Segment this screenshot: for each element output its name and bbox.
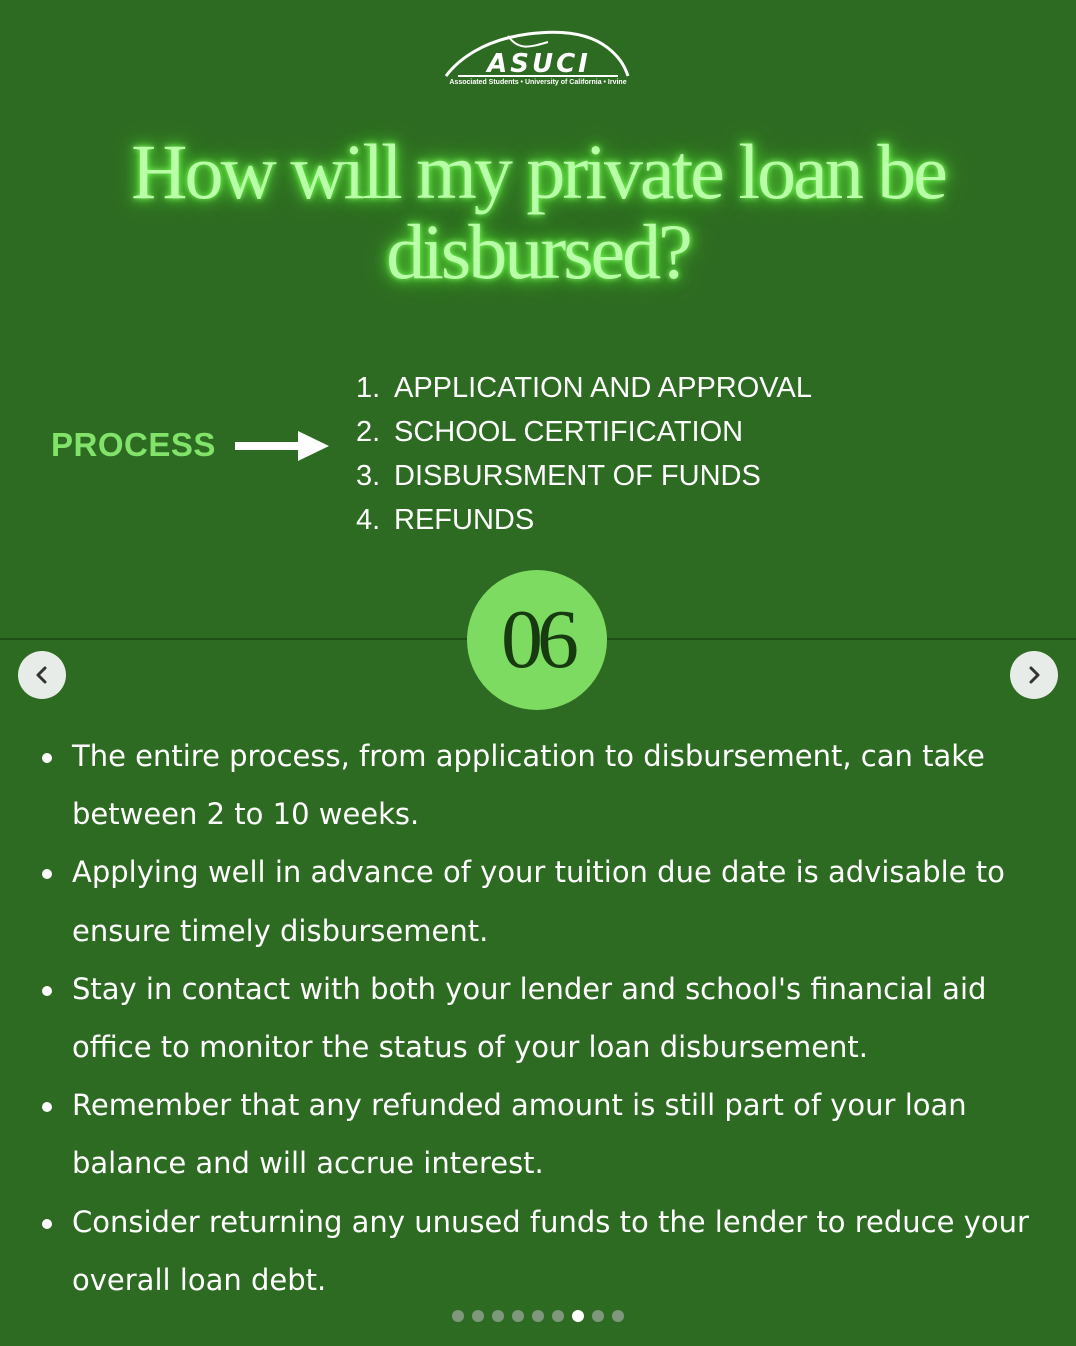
previous-slide-button[interactable] [18, 651, 66, 699]
page-title: How will my private loan be disbursed? [131, 128, 945, 295]
pagination-dot[interactable] [592, 1310, 604, 1322]
slide-number-badge: 06 [467, 570, 607, 710]
list-item [40, 1193, 1066, 1309]
pagination-dot-active[interactable] [572, 1310, 584, 1322]
pagination-dot[interactable] [452, 1310, 464, 1322]
pagination-dot[interactable] [472, 1310, 484, 1322]
list-item-text: The entire process, from application to disbursement, can take between 2 to 10 weeks. [72, 739, 985, 832]
list-item [40, 727, 1066, 843]
pagination-dot[interactable] [512, 1310, 524, 1322]
list-item-text: Consider returning any unused funds to the lender to reduce your overall loan debt. [72, 1204, 1029, 1297]
bullet-icon [42, 1102, 52, 1112]
process-step [356, 454, 812, 498]
list-item-text: Applying well in advance of your tuition due date is advisable to ensure timely disbursement. [72, 855, 1005, 948]
chevron-right-icon [1024, 665, 1044, 685]
process-step [356, 410, 812, 454]
carousel-pagination [452, 1310, 624, 1322]
list-item [40, 1076, 1066, 1192]
step-text: REFUNDS [394, 504, 535, 536]
step-text: SCHOOL CERTIFICATION [394, 416, 744, 448]
list-item [40, 843, 1066, 959]
tips-list [40, 727, 1066, 1309]
bullet-icon [42, 869, 52, 879]
pagination-dot[interactable] [552, 1310, 564, 1322]
list-item-text: Remember that any refunded amount is still part of your loan balance and will accrue interest. [72, 1088, 967, 1181]
step-text: DISBURSMENT OF FUNDS [394, 460, 761, 492]
bullet-icon [42, 986, 52, 996]
logo-subtitle: Associated Students • University of California • Irvine [449, 79, 627, 86]
list-item [40, 960, 1066, 1076]
step-text: APPLICATION AND APPROVAL [394, 372, 812, 404]
step-number: 2. [356, 416, 381, 448]
next-slide-button[interactable] [1010, 651, 1058, 699]
bullet-icon [42, 1219, 52, 1229]
list-item-text: Stay in contact with both your lender and school's financial aid office to monitor the status of your loan disbursement. [72, 971, 987, 1065]
logo-wordmark: ASUCI [487, 49, 591, 79]
step-number: 3. [356, 460, 381, 492]
arrow-right-icon [232, 428, 332, 464]
pagination-dot[interactable] [532, 1310, 544, 1322]
asuci-logo [438, 20, 638, 92]
process-label: PROCESS [51, 426, 216, 463]
process-steps [356, 366, 812, 542]
chevron-left-icon [32, 665, 52, 685]
pagination-dot[interactable] [492, 1310, 504, 1322]
pagination-dot[interactable] [612, 1310, 624, 1322]
process-step [356, 366, 812, 410]
step-number: 1. [356, 372, 381, 404]
process-step [356, 498, 812, 542]
step-number: 4. [356, 504, 381, 536]
bullet-icon [42, 753, 52, 763]
